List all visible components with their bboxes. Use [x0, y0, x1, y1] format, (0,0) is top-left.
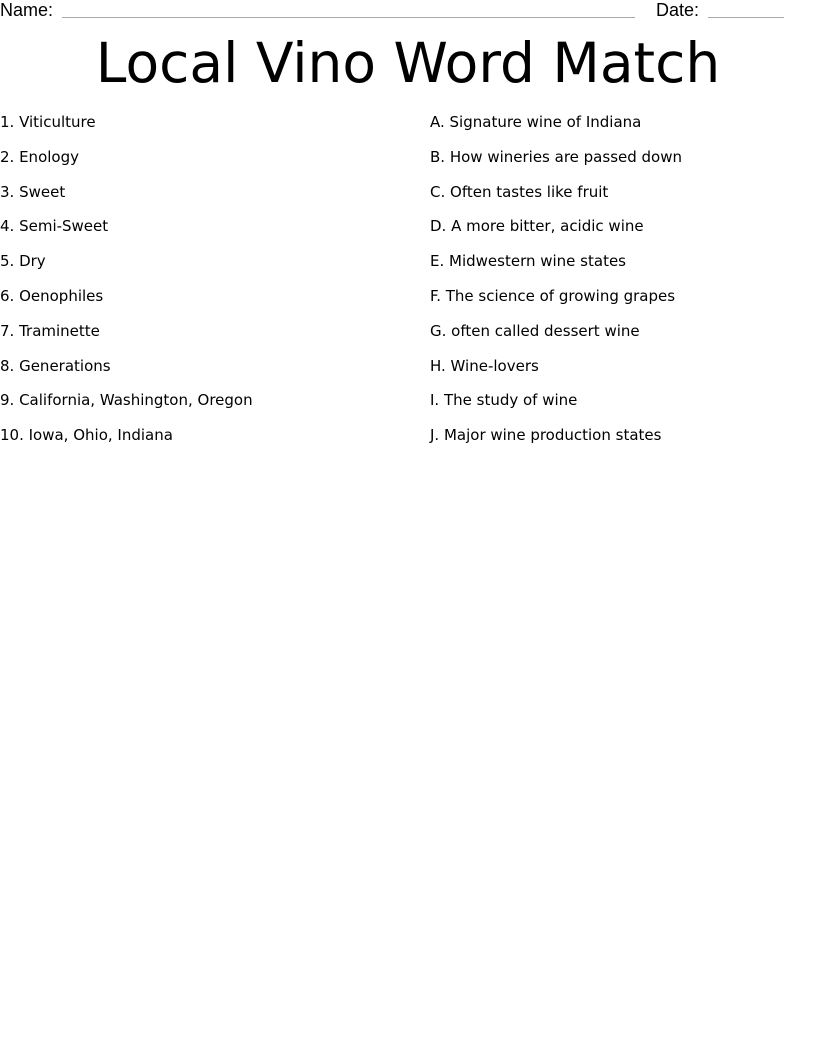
term-item: 10. Iowa, Ohio, Indiana [0, 426, 173, 445]
date-label: Date: [656, 0, 700, 20]
term-item: 6. Oenophiles [0, 286, 104, 305]
definitions-list [430, 112, 810, 460]
term-item: 8. Generations [0, 356, 111, 375]
term-item: 2. Enology [0, 147, 79, 166]
definition-item: H. Wine-lovers [430, 356, 539, 375]
date-blank-line [708, 17, 784, 18]
term-item: 7. Traminette [0, 321, 100, 340]
definition-item: B. How wineries are passed down [430, 147, 682, 166]
definition-item: J. Major wine production states [430, 426, 662, 445]
definition-item: F. The science of growing grapes [430, 286, 676, 305]
definition-item: E. Midwestern wine states [430, 252, 626, 271]
terms-list [0, 112, 400, 460]
term-item: 1. Viticulture [0, 113, 96, 131]
page-title: Local Vino Word Match [95, 31, 721, 95]
definition-item: A. Signature wine of Indiana [430, 113, 642, 131]
definition-item: D. A more bitter, acidic wine [430, 217, 644, 236]
term-item: 5. Dry [0, 252, 46, 271]
term-item: 3. Sweet [0, 182, 66, 201]
term-item: 9. California, Washington, Oregon [0, 391, 253, 410]
definition-item: I. The study of wine [430, 391, 578, 410]
name-blank-line [62, 17, 635, 18]
term-item: 4. Semi-Sweet [0, 217, 109, 236]
definition-item: G. often called dessert wine [430, 321, 640, 340]
worksheet-header [0, 0, 816, 22]
name-label: Name: [0, 0, 54, 20]
definition-item: C. Often tastes like fruit [430, 182, 609, 201]
